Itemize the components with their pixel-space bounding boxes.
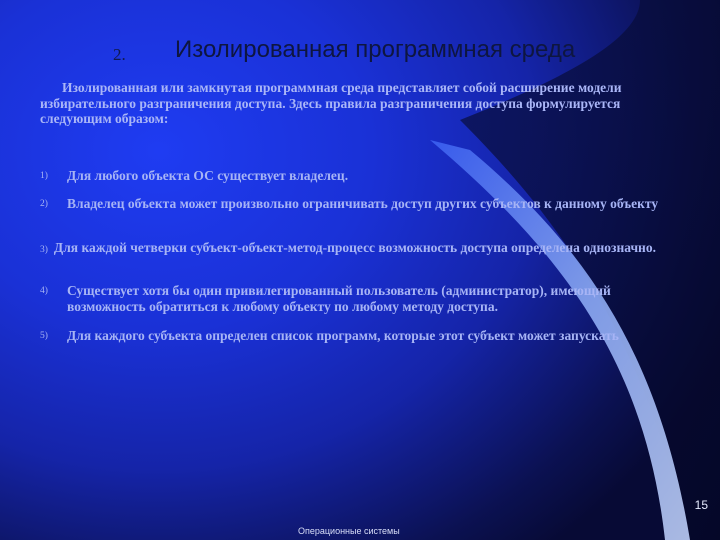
list-item <box>40 328 640 344</box>
list-item <box>40 168 680 184</box>
list-item <box>40 283 688 315</box>
list-item <box>40 240 690 258</box>
list-item-number: 3) <box>40 245 48 255</box>
footer-text: Операционные системы <box>298 526 400 536</box>
slide-title: Изолированная программная среда <box>175 36 576 63</box>
list-item-text: Для каждой четверки субъект-объект-метод-процесс возможность доступа определена однозначно. <box>53 240 656 255</box>
intro-paragraph: Изолированная или замкнутая программная среда представляет собой расширение модели избирательного разграничения доступа. Здесь правила разграничения доступа формулируется следующим образом: <box>40 80 622 126</box>
list-item-number: 2) <box>40 199 48 209</box>
page-number: 15 <box>694 498 708 512</box>
list-item-text: Для любого объекта ОС существует владелец. <box>67 168 349 183</box>
list-item <box>40 196 688 212</box>
list-item-text: Для каждого субъекта определен список программ, которые этот субъект может запускать <box>67 328 619 343</box>
list-item-number: 5) <box>40 331 48 341</box>
list-item-number: 4) <box>40 286 48 296</box>
list-item-text: Владелец объекта может произвольно ограничивать доступ других субъектов к данному объекту <box>67 196 659 211</box>
title-number: 2. <box>113 45 126 64</box>
list-item-number: 1) <box>40 171 48 181</box>
list-item-text: Существует хотя бы один привилегированный пользователь (администратор), имеющий возможность обратиться к любому объекту по любому методу доступа. <box>67 283 611 314</box>
